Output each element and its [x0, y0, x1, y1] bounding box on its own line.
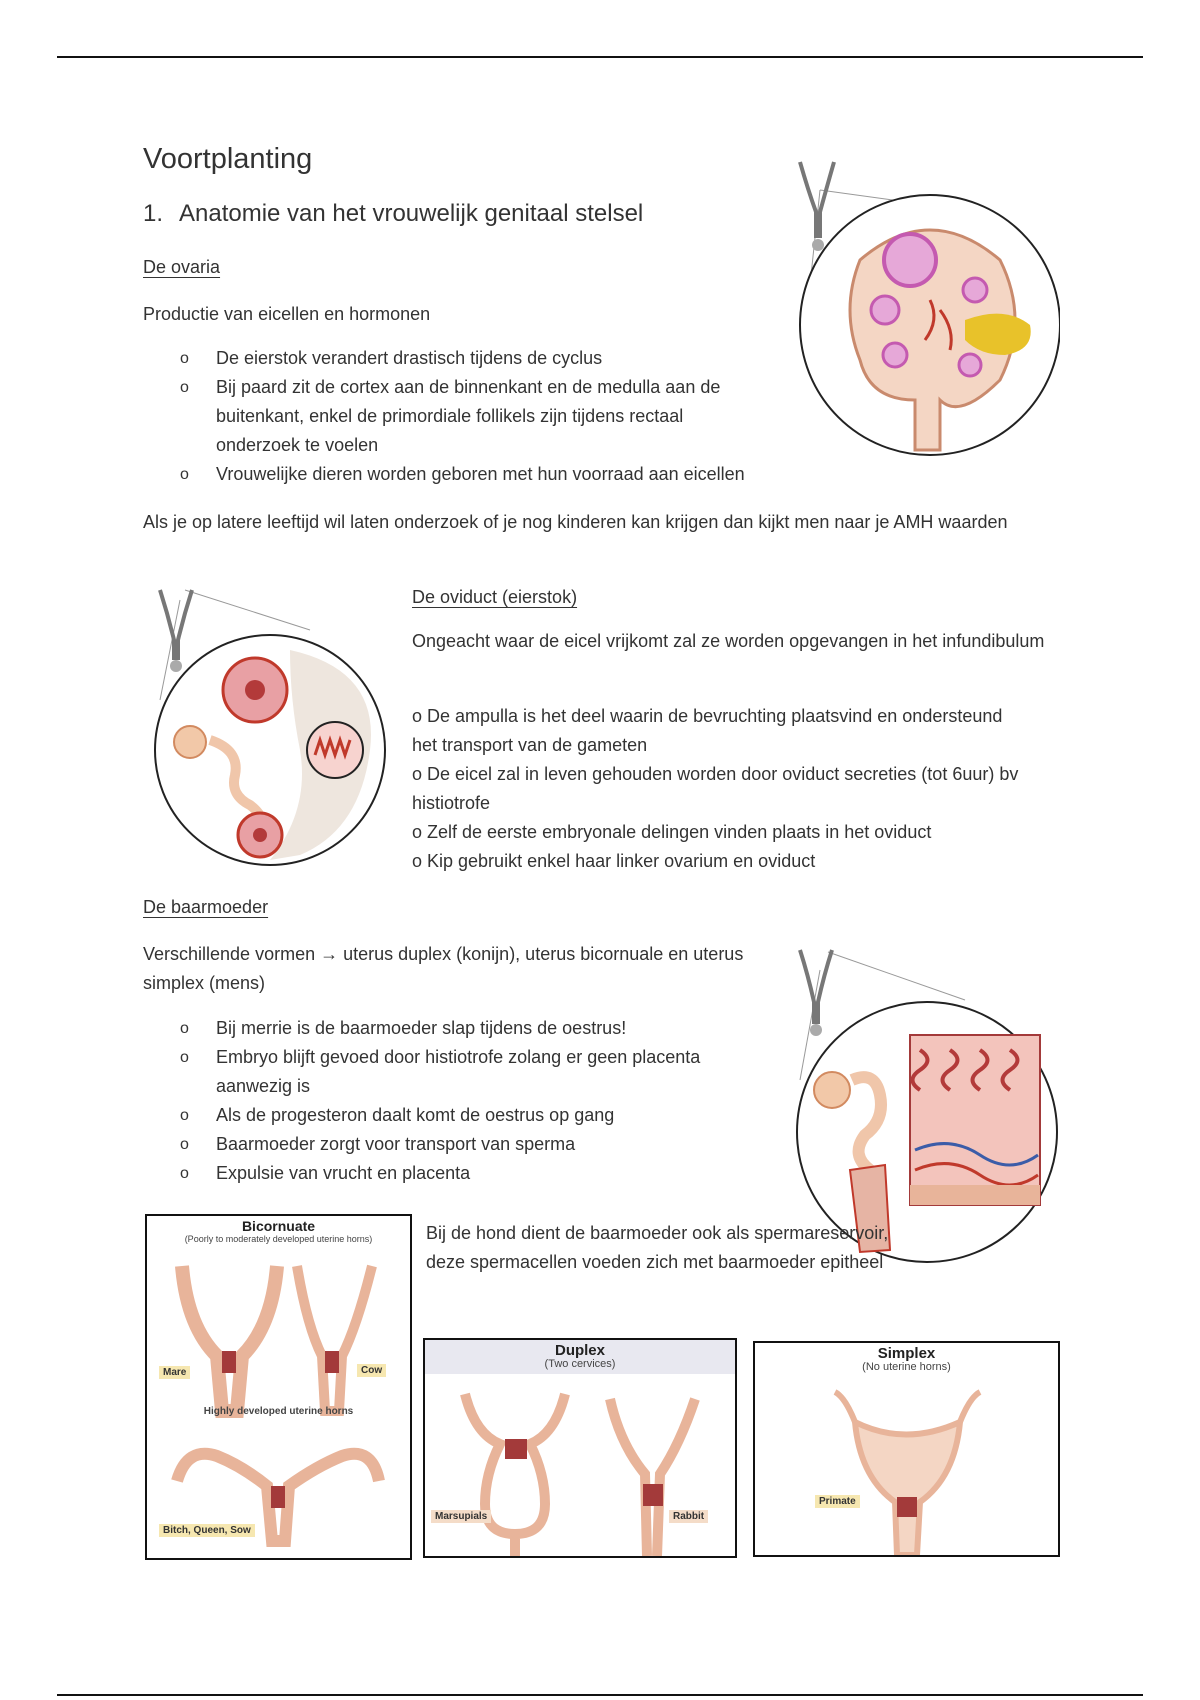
list-item: o Baarmoeder zorgt voor transport van sperma [180, 1130, 760, 1159]
dog-note: Bij de hond dient de baarmoeder ook als spermareservoir, deze spermacellen voeden zich met baarmoeder epitheel [426, 1223, 889, 1272]
ovaria-bullet-list [180, 344, 760, 489]
oviduct-item-list [412, 702, 1032, 876]
oviduct-illustration [150, 580, 390, 880]
duplex-title: Duplex [554, 1342, 605, 1359]
duplex-subtitle: (Two cervices) [544, 1358, 616, 1370]
label-rabbit: Rabbit [669, 1510, 708, 1523]
baarmoeder-intro: Verschillende vormen → uterus duplex (konijn), uterus bicornuale en uterus simplex (mens) [143, 944, 744, 993]
oviduct-intro: Ongeacht waar de eicel vrijkomt zal ze worden opgevangen in het infundibulum [412, 631, 1045, 651]
simplex-diagram [753, 1341, 1060, 1557]
simplex-shapes [755, 1377, 1058, 1555]
label-cow: Cow [357, 1364, 386, 1377]
uterus-illustration [790, 940, 1065, 1265]
duplex-diagram [423, 1338, 737, 1558]
ovaria-intro: Productie van eicellen en hormonen [143, 304, 431, 324]
list-item: o De eierstok verandert drastisch tijdens de cyclus [180, 344, 760, 373]
list-item: o Kip gebruikt enkel haar linker ovarium en oviduct [412, 851, 816, 871]
section-title: Anatomie van het vrouwelijk genitaal stelsel [179, 200, 644, 227]
simplex-title: Simplex [877, 1345, 936, 1362]
list-item: o Vrouwelijke dieren worden geboren met hun voorraad aan eicellen [180, 460, 866, 489]
list-item: o Expulsie van vrucht en placenta [180, 1159, 760, 1188]
page-title: Voortplanting [143, 143, 313, 175]
list-item: o Zelf de eerste embryonale delingen vinden plaats in het oviduct [412, 822, 932, 842]
label-marsupials: Marsupials [431, 1510, 491, 1523]
section-number: 1. [143, 200, 164, 227]
ovaria-paragraph: Als je op latere leeftijd wil laten onderzoek of je nog kinderen kan krijgen dan kijkt men naar je AMH waarden [143, 512, 1008, 532]
bicornuate-shapes [147, 1246, 410, 1558]
label-bitch-queen-sow: Bitch, Queen, Sow [159, 1524, 255, 1537]
baarmoeder-bullet-list [180, 1014, 760, 1188]
bicornuate-mid-caption: Highly developed uterine horns [203, 1406, 354, 1417]
bicornuate-diagram [145, 1214, 412, 1560]
top-rule [57, 56, 1143, 58]
label-mare: Mare [159, 1366, 190, 1379]
list-item: o Embryo blijft gevoed door histiotrofe zolang er geen placenta aanwezig is [180, 1043, 760, 1101]
label-primate: Primate [815, 1495, 860, 1508]
list-item: o De eicel zal in leven gehouden worden door oviduct secreties (tot 6uur) bv histiotrofe [412, 764, 1019, 813]
oviduct-heading: De oviduct (eierstok) [412, 587, 578, 607]
bicornuate-title: Bicornuate [241, 1218, 316, 1234]
bicornuate-subtitle: (Poorly to moderately developed uterine horns) [184, 1234, 373, 1244]
list-item: o Als de progesteron daalt komt de oestrus op gang [180, 1101, 760, 1130]
list-item: o Bij paard zit de cortex aan de binnenkant en de medulla aan de buitenkant, enkel de primordiale follikels zijn tijdens rectaal onderzoek te voelen [180, 373, 760, 460]
baarmoeder-heading: De baarmoeder [143, 897, 269, 917]
ovaria-heading: De ovaria [143, 257, 221, 277]
simplex-subtitle: (No uterine horns) [862, 1361, 951, 1373]
list-item: o Bij merrie is de baarmoeder slap tijdens de oestrus! [180, 1014, 760, 1043]
section-heading [143, 200, 643, 228]
list-item: o De ampulla is het deel waarin de bevruchting plaatsvind en ondersteund het transport van de gameten [412, 706, 1003, 755]
duplex-shapes [425, 1374, 735, 1556]
ovary-illustration [790, 150, 1060, 460]
bottom-rule [57, 1694, 1143, 1696]
